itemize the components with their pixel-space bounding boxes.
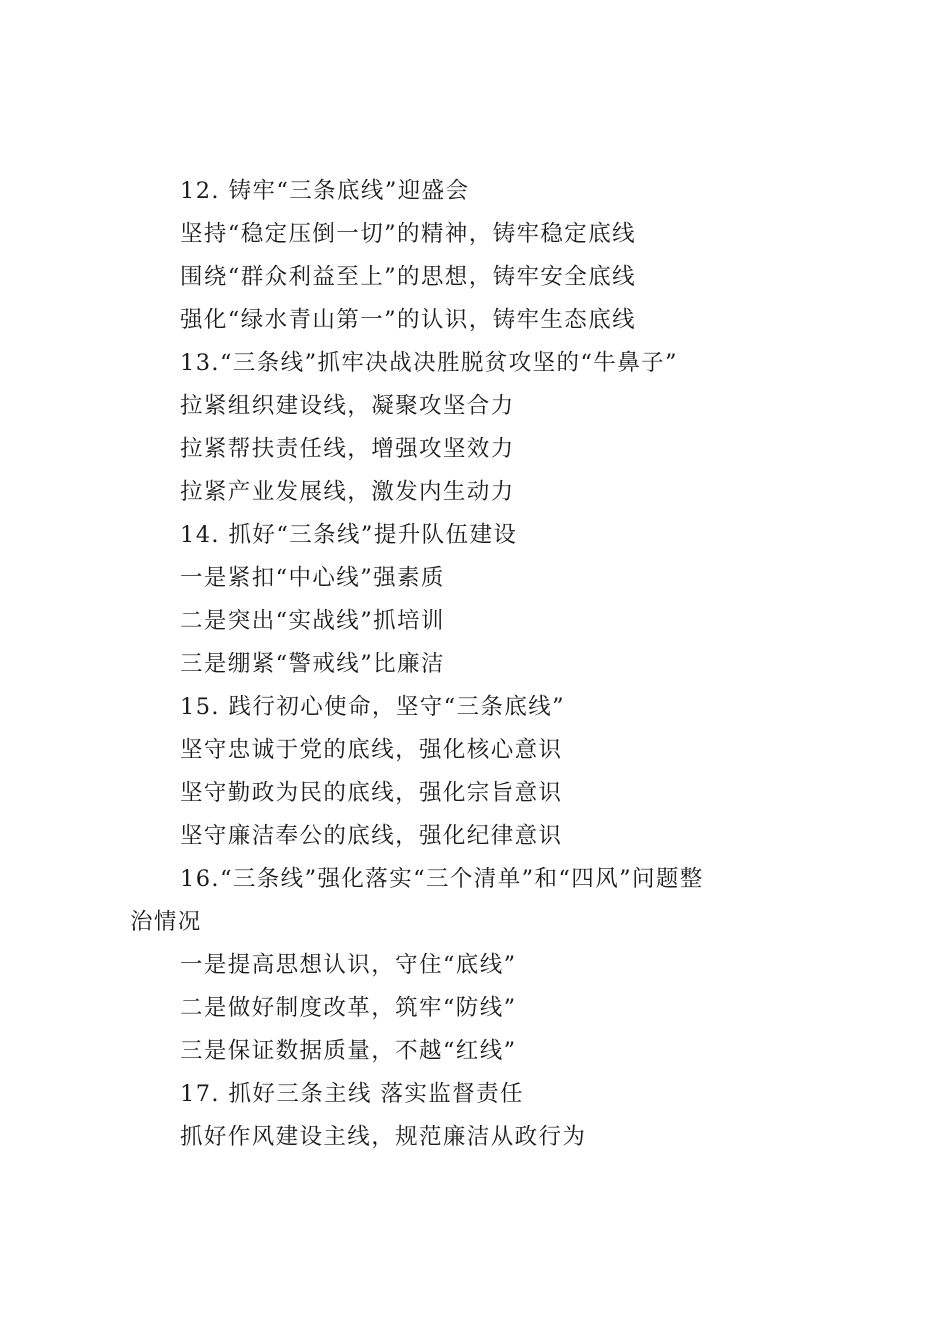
text-line: 三是保证数据质量，不越“红线” (180, 1038, 517, 1064)
text-line: 坚守勤政为民的底线，强化宗旨意识 (180, 780, 563, 806)
text-line: 围绕“群众利益至上”的思想，铸牢安全底线 (180, 264, 637, 290)
text-line: 二是突出“实战线”抓培训 (180, 608, 445, 634)
text-line: 三是绷紧“警戒线”比廉洁 (180, 651, 445, 677)
heading-16: 16.“三条线”强化落实“三个清单”和“四风”问题整 (180, 866, 704, 892)
text-line: 拉紧帮扶责任线，增强攻坚效力 (180, 436, 515, 462)
heading-14: 14. 抓好“三条线”提升队伍建设 (180, 522, 518, 548)
heading-16-continuation: 治情况 (130, 909, 202, 935)
text-line: 坚守廉洁奉公的底线，强化纪律意识 (180, 823, 563, 849)
heading-12: 12. 铸牢“三条底线”迎盛会 (180, 178, 470, 204)
heading-13: 13.“三条线”抓牢决战决胜脱贫攻坚的“牛鼻子” (180, 350, 678, 376)
text-line: 拉紧产业发展线，激发内生动力 (180, 479, 515, 505)
document-body (130, 170, 830, 1159)
text-line: 二是做好制度改革，筑牢“防线” (180, 995, 517, 1021)
heading-15: 15. 践行初心使命，坚守“三条底线” (180, 694, 566, 720)
text-line: 一是提高思想认识，守住“底线” (180, 952, 517, 978)
heading-17: 17. 抓好三条主线 落实监督责任 (180, 1081, 524, 1107)
text-line: 拉紧组织建设线，凝聚攻坚合力 (180, 393, 515, 419)
text-line: 抓好作风建设主线，规范廉洁从政行为 (180, 1124, 587, 1150)
text-line: 坚持“稳定压倒一切”的精神，铸牢稳定底线 (180, 221, 637, 247)
text-line: 一是紧扣“中心线”强素质 (180, 565, 445, 591)
text-line: 坚守忠诚于党的底线，强化核心意识 (180, 737, 563, 763)
text-line: 强化“绿水青山第一”的认识，铸牢生态底线 (180, 307, 637, 333)
